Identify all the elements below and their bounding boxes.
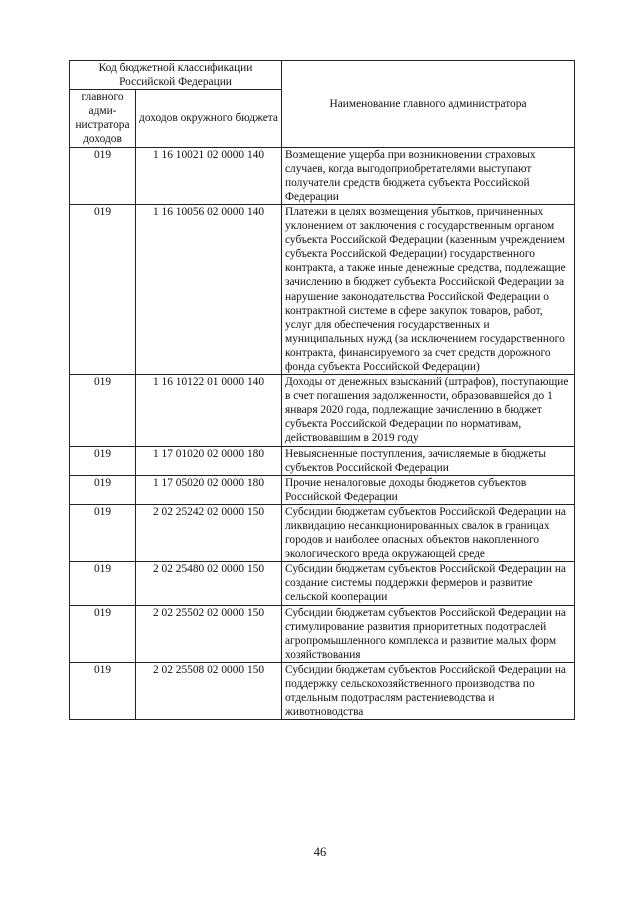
admin-code-cell: 019: [70, 562, 136, 605]
table-row: [70, 375, 575, 446]
table-row: [70, 504, 575, 561]
administrator-name-cell: Субсидии бюджетам субъектов Российской Федерации на поддержку сельскохозяйственного производства по отдельным подотраслям растениеводства и животноводства: [282, 662, 575, 719]
admin-code-cell: 019: [70, 605, 136, 662]
administrator-name-cell: Возмещение ущерба при возникновении страховых случаев, когда выгодоприобретателями выступают получатели средств бюджета субъекта Российской Федерации: [282, 147, 575, 204]
table-row: [70, 475, 575, 504]
table-row: [70, 204, 575, 374]
administrator-name-cell: Субсидии бюджетам субъектов Российской Федерации на ликвидацию несанкционированных свалок в границах городов и наиболее опасных объектов накопленного экологического вреда окружающей среде: [282, 504, 575, 561]
table-row: [70, 562, 575, 605]
budget-classification-table: [69, 60, 575, 720]
revenue-code-cell: 1 16 10056 02 0000 140: [136, 204, 282, 374]
administrator-name-cell: Прочие неналоговые доходы бюджетов субъектов Российской Федерации: [282, 475, 575, 504]
admin-code-cell: 019: [70, 504, 136, 561]
revenue-code-cell: 2 02 25502 02 0000 150: [136, 605, 282, 662]
admin-code-cell: 019: [70, 204, 136, 374]
revenue-code-cell: 2 02 25508 02 0000 150: [136, 662, 282, 719]
administrator-name-cell: Субсидии бюджетам субъектов Российской Федерации на создание системы поддержки фермеров и развитие сельской кооперации: [282, 562, 575, 605]
revenue-code-cell: 1 17 01020 02 0000 180: [136, 446, 282, 475]
admin-code-cell: 019: [70, 475, 136, 504]
header-administrator-name: Наименование главного администратора: [282, 61, 575, 148]
admin-code-cell: 019: [70, 147, 136, 204]
administrator-name-cell: Доходы от денежных взысканий (штрафов), поступающие в счет погашения задолженности, образовавшейся до 1 января 2020 года, подлежащие зачислению в бюджет субъекта Российской Федерации по нормативам, действовавшим в 2019 году: [282, 375, 575, 446]
revenue-code-cell: 1 16 10122 01 0000 140: [136, 375, 282, 446]
header-district-revenue: доходов окружного бюджета: [136, 90, 282, 147]
admin-code-cell: 019: [70, 446, 136, 475]
administrator-name-cell: Невыясненные поступления, зачисляемые в бюджеты субъектов Российской Федерации: [282, 446, 575, 475]
table-row: [70, 662, 575, 719]
revenue-code-cell: 1 17 05020 02 0000 180: [136, 475, 282, 504]
table-row: [70, 147, 575, 204]
administrator-name-cell: Субсидии бюджетам субъектов Российской Федерации на стимулирование развития приоритетных подотраслей агропромышленного комплекса и развитие малых форм хозяйствования: [282, 605, 575, 662]
table-row: [70, 446, 575, 475]
admin-code-cell: 019: [70, 662, 136, 719]
revenue-code-cell: 2 02 25242 02 0000 150: [136, 504, 282, 561]
revenue-code-cell: 2 02 25480 02 0000 150: [136, 562, 282, 605]
header-main-administrator: главного адми-нистратора доходов: [70, 90, 136, 147]
header-row-group: [70, 61, 575, 90]
administrator-name-cell: Платежи в целях возмещения убытков, причиненных уклонением от заключения с государственным органом субъекта Российской Федерации (казенным учреждением субъекта Российской Федерации) государственного контракта, а также иные денежные средства, подлежащие зачислению в бюджет субъекта Российской Федерации за нарушение законодательства Российской Федерации о контрактной системе в сфере закупок товаров, работ, услуг для обеспечения государственных и муниципальных нужд (за исключением государственного контракта, финансируемого за счет средств дорожного фонда субъекта Российской Федерации): [282, 204, 575, 374]
admin-code-cell: 019: [70, 375, 136, 446]
table-body: [70, 147, 575, 720]
revenue-code-cell: 1 16 10021 02 0000 140: [136, 147, 282, 204]
table-row: [70, 605, 575, 662]
header-classification-code: Код бюджетной классификации Российской Федерации: [70, 61, 282, 90]
page-number: 46: [313, 845, 327, 859]
